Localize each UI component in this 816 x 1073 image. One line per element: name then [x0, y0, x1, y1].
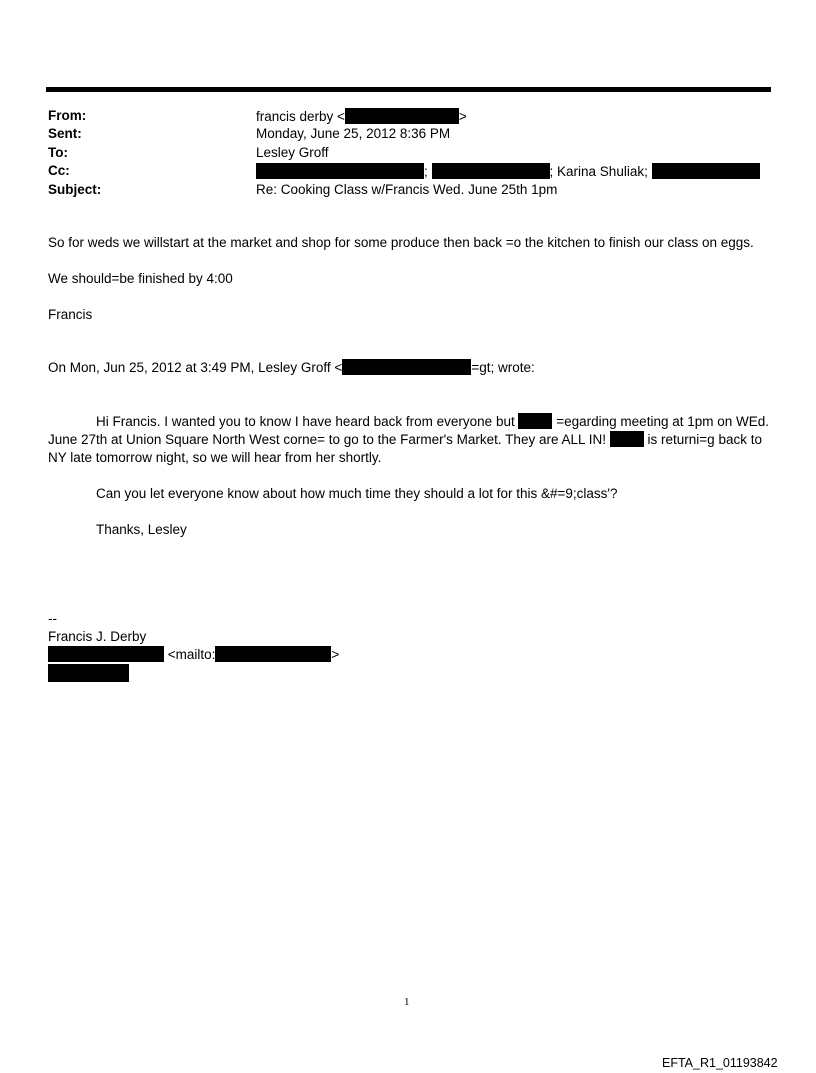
subject-label: Subject: — [48, 182, 102, 197]
header-rule — [46, 87, 771, 92]
redaction — [342, 359, 471, 375]
quote-text: Hi Francis. I wanted you to know I have heard back from everyone but — [96, 414, 515, 429]
signature-dash: -- — [48, 611, 57, 626]
from-close: > — [458, 109, 467, 124]
quote-line-4: Can you let everyone know about how much time they should a lot for this &#=9;class'? — [96, 486, 618, 501]
cc-separator-karina: ; Karina Shuliak; — [549, 164, 648, 179]
quote-line-1 — [96, 413, 769, 431]
signature-name: Francis J. Derby — [48, 629, 147, 644]
body-line-2: We should=be finished by 4:00 — [48, 271, 233, 286]
subject-value: Re: Cooking Class w/Francis Wed. June 25th 1pm — [256, 182, 558, 197]
redaction — [652, 163, 760, 179]
quote-line-2 — [48, 431, 762, 449]
redaction — [345, 108, 459, 124]
quote-line-5: Thanks, Lesley — [96, 522, 187, 537]
redaction — [215, 646, 331, 662]
sent-value: Monday, June 25, 2012 8:36 PM — [256, 126, 451, 141]
quote-text: June 27th at Union Square North West corne= to go to the Farmer's Market. They are ALL IN! — [48, 432, 606, 447]
redaction — [48, 646, 164, 662]
redaction — [432, 163, 550, 179]
quote-line-3: NY late tomorrow night, so we will hear from her shortly. — [48, 450, 382, 465]
from-name: francis derby < — [256, 109, 345, 124]
signature-email — [48, 646, 339, 664]
from-value — [256, 108, 467, 125]
quote-intro-text: On Mon, Jun 25, 2012 at 3:49 PM, Lesley Groff < — [48, 360, 343, 375]
page-number: 1 — [404, 996, 410, 1008]
from-label: From: — [48, 108, 87, 123]
redaction — [256, 163, 424, 179]
mailto-close: > — [331, 647, 340, 662]
body-line-1: So for weds we willstart at the market and shop for some produce then back =o the kitchen to finish our class on eggs. — [48, 235, 754, 250]
body-line-3: Francis — [48, 307, 93, 322]
redaction — [48, 664, 129, 682]
quote-intro-wrote: =gt; wrote: — [471, 360, 535, 375]
cc-label: Cc: — [48, 163, 70, 178]
cc-separator: ; — [424, 164, 428, 179]
quote-text: is returni=g back to — [647, 432, 762, 447]
redaction — [610, 431, 644, 447]
quote-text: =egarding meeting at 1pm on WEd. — [556, 414, 770, 429]
redaction — [518, 413, 552, 429]
mailto-text: <mailto: — [167, 647, 216, 662]
quote-intro — [48, 359, 535, 377]
to-value: Lesley Groff — [256, 145, 329, 160]
document-id: EFTA_R1_01193842 — [662, 1056, 778, 1070]
cc-value — [256, 163, 760, 180]
sent-label: Sent: — [48, 126, 82, 141]
to-label: To: — [48, 145, 68, 160]
